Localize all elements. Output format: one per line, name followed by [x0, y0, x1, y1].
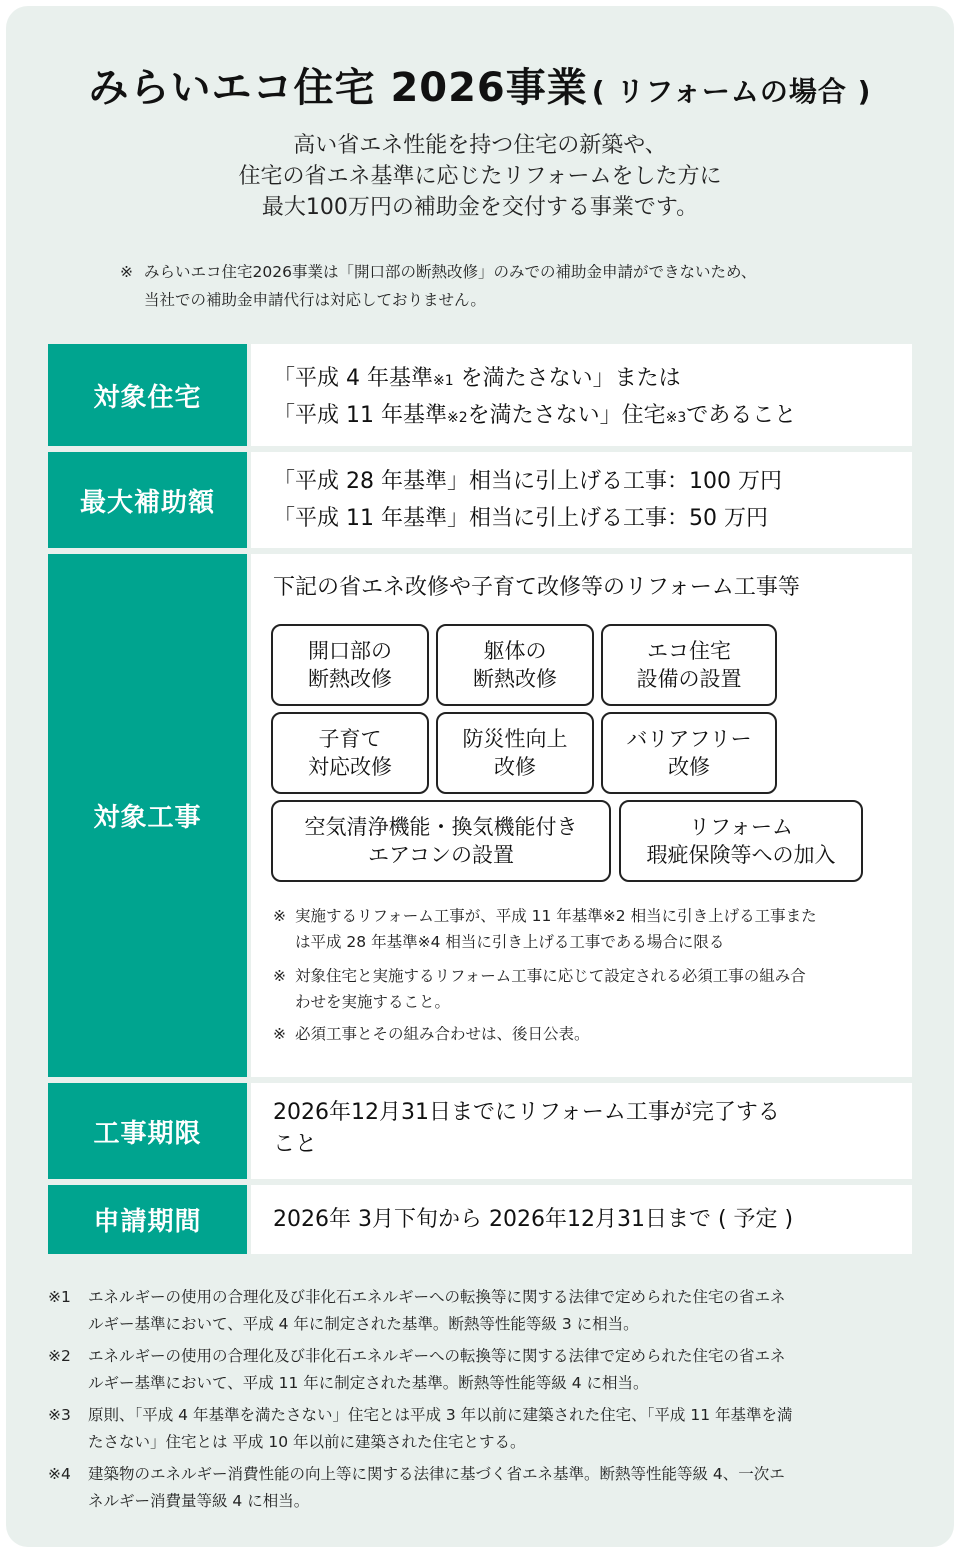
- footnotes: [48, 1284, 908, 1520]
- note-line: みらいエコ住宅2026事業は「開口部の断熱改修」のみでの補助金申請ができないため、: [144, 263, 757, 281]
- row-application: [48, 1185, 912, 1254]
- row-deadline: [48, 1083, 912, 1179]
- title-sub: ( リフォームの場合 ): [591, 75, 872, 108]
- row-head: 工事期限: [48, 1083, 247, 1179]
- works-note: ※ 必須工事とその組み合わせは、後日公表。: [273, 1025, 590, 1043]
- works-note: ※ 対象住宅と実施するリフォーム工事に応じて設定される必須工事の組み合 わせを実施すること。: [273, 967, 806, 1011]
- row-head: 対象住宅: [48, 344, 247, 446]
- row-max-subsidy: [48, 452, 912, 548]
- page-title: [0, 56, 960, 113]
- work-item: バリアフリー 改修: [601, 712, 777, 794]
- row-line: 「平成 11 年基準※2を満たさない」住宅※3であること: [273, 403, 797, 428]
- row-line: 「平成 11 年基準」相当に引上げる工事：50 万円: [273, 506, 768, 531]
- lead-line: 最大100万円の補助金を交付する事業です。: [261, 195, 699, 220]
- row-body: [251, 554, 912, 1077]
- works-note: ※ 実施するリフォーム工事が、平成 11 年基準※2 相当に引き上げる工事また は平成 28 年基準※4 相当に引き上げる工事である場合に限る: [273, 907, 817, 951]
- work-item: リフォーム 瑕疵保険等への加入: [619, 800, 863, 882]
- row-line: こと: [273, 1132, 318, 1157]
- work-item: 子育て 対応改修: [271, 712, 429, 794]
- lead-line: 住宅の省エネ基準に応じたリフォームをした方に: [238, 164, 722, 189]
- work-item: 開口部の 断熱改修: [271, 624, 429, 706]
- footnote: ※1 エネルギーの使用の合理化及び非化石エネルギーへの転換等に関する法律で定められた住宅の省エネ ルギー基準において、平成 4 年に制定された基準。断熱等性能等級 3 に相当。: [48, 1288, 786, 1333]
- note-line: 当社での補助金申請代行は対応しておりません。: [144, 291, 486, 309]
- row-line: 「平成 28 年基準」相当に引上げる工事：100 万円: [273, 469, 782, 494]
- work-item: 空気清浄機能・換気機能付き エアコンの設置: [271, 800, 611, 882]
- lead-text: [0, 130, 960, 223]
- row-line: 2026年12月31日までにリフォーム工事が完了する: [273, 1100, 780, 1125]
- top-note: [120, 258, 880, 314]
- footnote: ※4 建築物のエネルギー消費性能の向上等に関する法律に基づく省エネ基準。断熱等性能等級 4、一次エ ネルギー消費量等級 4 に相当。: [48, 1465, 785, 1510]
- work-item: エコ住宅 設備の設置: [601, 624, 777, 706]
- row-line: 「平成 4 年基準※1 を満たさない」または: [273, 366, 681, 391]
- footnote: ※3 原則、「平成 4 年基準を満たさない」住宅とは平成 3 年以前に建築された住宅、「平成 11 年基準を満 たさない」住宅とは 平成 10 年以前に建築された住宅とする。: [48, 1406, 793, 1451]
- row-body: [251, 1083, 912, 1179]
- title-main: みらいエコ住宅 2026事業: [88, 65, 588, 111]
- note-mark: ※: [120, 263, 133, 281]
- work-item: 躯体の 断熱改修: [436, 624, 594, 706]
- row-line: 2026年 3月下旬から 2026年12月31日まで ( 予定 ): [273, 1207, 794, 1232]
- row-head: 対象工事: [48, 554, 247, 1077]
- work-item: 防災性向上 改修: [436, 712, 594, 794]
- works-intro: 下記の省エネ改修や子育て改修等のリフォーム工事等: [273, 575, 800, 600]
- row-head: 申請期間: [48, 1185, 247, 1254]
- lead-line: 高い省エネ性能を持つ住宅の新築や、: [293, 133, 667, 158]
- row-body: [251, 1185, 912, 1254]
- row-head: 最大補助額: [48, 452, 247, 548]
- footnote: ※2 エネルギーの使用の合理化及び非化石エネルギーへの転換等に関する法律で定められた住宅の省エネ ルギー基準において、平成 11 年に制定された基準。断熱等性能等級 4 に相当。: [48, 1347, 786, 1392]
- row-body: [251, 452, 912, 548]
- row-works: [48, 554, 912, 1077]
- row-target-house: [48, 344, 912, 446]
- row-body: [251, 344, 912, 446]
